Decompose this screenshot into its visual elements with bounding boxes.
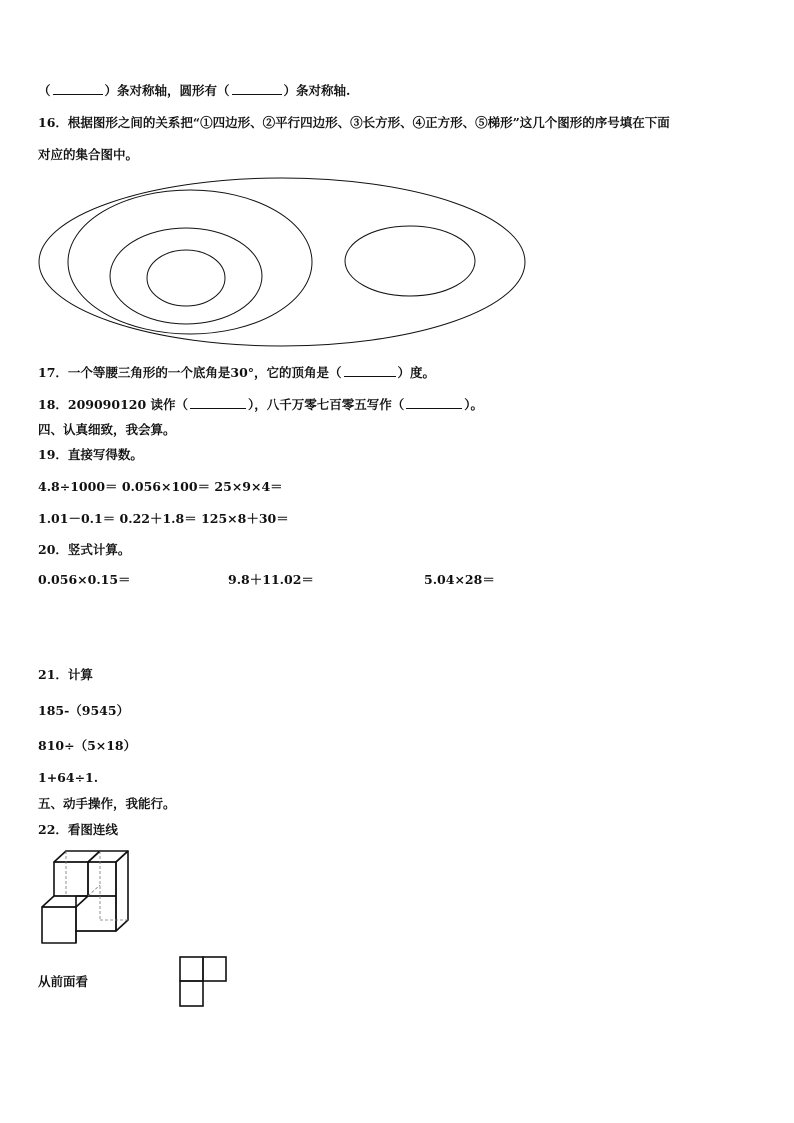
section-4-heading: 四、认真细致，我会算。 [38, 422, 176, 437]
q17-answer-blank[interactable] [344, 364, 396, 377]
q17-text-after: ）度。 [397, 365, 436, 380]
q18-text-1: 18．209090120 读作（ [38, 397, 189, 412]
q20-item-2: 9.8＋11.02＝ [228, 572, 314, 587]
cube-front-lower-left [42, 907, 76, 943]
q21-item-3: 1+64÷1. [38, 770, 99, 785]
q15-answer-blank-1[interactable] [53, 82, 103, 95]
front-view-cell-top-left [180, 957, 203, 981]
q18-answer-blank-2[interactable] [406, 396, 462, 409]
q21-item-2: 810÷（5×18） [38, 738, 137, 753]
front-view-grid[interactable] [178, 955, 230, 1009]
q18-text-3: ）。 [464, 397, 484, 412]
q17-text-before: 17．一个等腰三角形的一个底角是30°，它的顶角是（ [38, 365, 342, 380]
cube-lower-outline [76, 931, 116, 943]
q15-answer-blank-2[interactable] [232, 82, 282, 95]
q16-line-1: 16．根据图形之间的关系把“①四边形、②平行四边形、③长方形、④正方形、⑤梯形”这几个图形的序号填在下面 [38, 115, 670, 130]
q21-title: 21．计算 [38, 667, 93, 682]
q18-text-2: ），八千万零七百零五写作（ [248, 397, 405, 412]
front-view-cell-bottom-left [180, 981, 203, 1006]
cube-stack-figure [38, 846, 134, 946]
q20-item-3: 5.04×28＝ [424, 572, 495, 587]
q18-line [38, 396, 483, 413]
cube-top-face-lower-left [42, 896, 88, 907]
venn-diagram [0, 170, 560, 350]
q20-item-1: 0.056×0.15＝ [38, 572, 131, 587]
q17-line [38, 364, 435, 381]
venn-third-ellipse[interactable] [110, 228, 262, 324]
q18-answer-blank-1[interactable] [190, 396, 246, 409]
q19-row-2: 1.01－0.1＝ 0.22＋1.8＝ 125×8＋30＝ [38, 511, 289, 526]
cube-side-upper-right [116, 851, 128, 931]
cube-hidden-edge-4 [88, 885, 100, 896]
front-view-cell-top-right [203, 957, 226, 981]
q15-text-1: ）条对称轴，圆形有（ [104, 83, 230, 98]
q20-title: 20．竖式计算。 [38, 542, 131, 557]
q15-open-paren: （ [38, 83, 51, 98]
venn-second-ellipse[interactable] [68, 190, 312, 334]
q19-row-1: 4.8÷1000＝ 0.056×100＝ 25×9×4＝ [38, 479, 283, 494]
q15-text-2: ）条对称轴. [283, 83, 351, 98]
cube-front-upper-left [54, 862, 88, 896]
venn-inner-ellipse[interactable] [147, 250, 225, 306]
venn-right-ellipse[interactable] [345, 226, 475, 296]
q21-item-1: 185-（9545） [38, 703, 130, 718]
q19-title: 19．直接写得数。 [38, 447, 143, 462]
q16-line-2: 对应的集合图中。 [38, 147, 139, 162]
section-5-heading: 五、动手操作，我能行。 [38, 796, 176, 811]
q22-title: 22．看图连线 [38, 822, 118, 837]
venn-outer-ellipse[interactable] [39, 178, 525, 346]
q22-view-label: 从前面看 [38, 974, 89, 989]
cube-front-upper-right [88, 862, 116, 896]
q15-tail-line [38, 82, 350, 99]
